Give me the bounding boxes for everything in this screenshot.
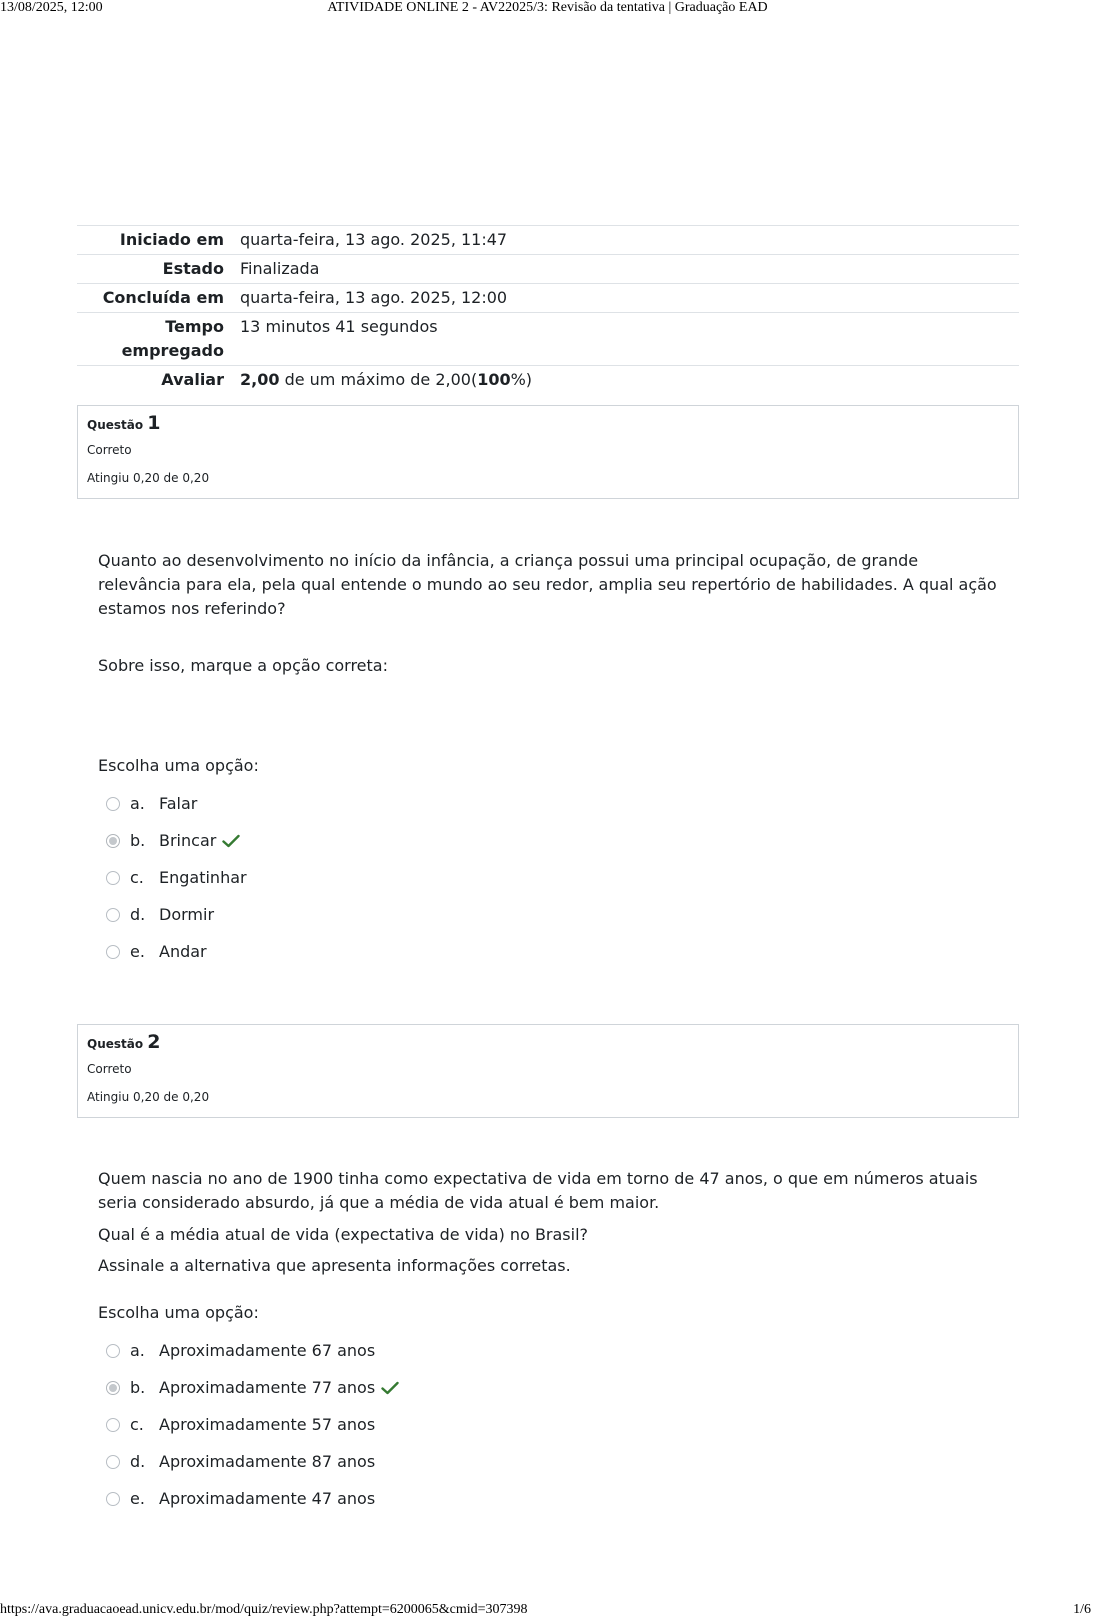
summary-label: Estado [162, 259, 224, 278]
grade-middle: de um máximo de 2,00( [279, 370, 478, 389]
question-number-value: 1 [147, 412, 161, 434]
question-label: Questão [87, 1037, 144, 1051]
question-number [87, 412, 1009, 436]
question-1-answers [106, 785, 806, 970]
summary-row-started [77, 226, 1019, 255]
summary-label: Concluída em [102, 288, 224, 307]
answer-letter: e. [130, 942, 145, 961]
summary-value: quarta-feira, 13 ago. 2025, 11:47 [240, 230, 508, 249]
summary-row-completed [77, 284, 1019, 313]
answer-letter: c. [130, 868, 144, 887]
summary-label: Avaliar [161, 370, 224, 389]
grade-score: 2,00 [240, 370, 280, 389]
answer-letter: e. [130, 1489, 145, 1508]
question-paragraph: Assinale a alternativa que apresenta informações corretas. [98, 1256, 571, 1275]
summary-value: Finalizada [240, 259, 320, 278]
question-2-answers [106, 1332, 806, 1517]
radio-button-selected[interactable] [106, 834, 120, 848]
answer-option-a[interactable] [106, 1332, 806, 1369]
grade-percent: 100 [477, 370, 511, 389]
question-number [87, 1031, 1009, 1055]
summary-row-grade [77, 366, 1019, 395]
answer-letter: d. [130, 905, 146, 924]
grade-end: %) [510, 370, 533, 389]
question-2-info [77, 1024, 1019, 1118]
correct-check-icon [222, 834, 240, 848]
radio-button[interactable] [106, 908, 120, 922]
summary-label: Iniciado em [119, 230, 224, 249]
time-label-line-2: empregado [121, 341, 224, 360]
answer-letter: a. [130, 1341, 145, 1360]
answer-option-e[interactable] [106, 1480, 806, 1517]
question-state: Correto [87, 443, 132, 457]
print-page-number: 1/6 [1073, 1602, 1091, 1617]
question-paragraph: Quanto ao desenvolvimento no início da infância, a criança possui uma principal ocupação, de grande relevância para ela, pela qual entende o mundo ao seu redor, amplia seu repertório de habilidades. A qual ação estamos nos referindo? [98, 551, 997, 618]
answer-text: Engatinhar [159, 868, 247, 887]
summary-label [77, 313, 240, 366]
question-grade: Atingiu 0,20 de 0,20 [87, 1090, 210, 1104]
question-1-info [77, 405, 1019, 499]
answer-option-a[interactable] [106, 785, 806, 822]
radio-button[interactable] [106, 945, 120, 959]
correct-check-icon [381, 1381, 399, 1395]
answer-letter: d. [130, 1452, 146, 1471]
summary-value: 13 minutos 41 segundos [240, 317, 438, 336]
print-footer [0, 1602, 1095, 1620]
answer-letter: b. [130, 1378, 146, 1397]
print-header [0, 0, 1095, 16]
radio-button-selected[interactable] [106, 1381, 120, 1395]
answer-option-b[interactable] [106, 822, 806, 859]
print-datetime: 13/08/2025, 12:00 [0, 0, 103, 15]
question-label: Questão [87, 418, 144, 432]
print-url: https://ava.graduacaoead.unicv.edu.br/mod/quiz/review.php?attempt=6200065&cmid=307398 [0, 1602, 528, 1617]
radio-button[interactable] [106, 1455, 120, 1469]
print-page-title: ATIVIDADE ONLINE 2 - AV22025/3: Revisão da tentativa | Graduação EAD [327, 0, 768, 15]
question-paragraph: Qual é a média atual de vida (expectativa de vida) no Brasil? [98, 1225, 589, 1244]
radio-button[interactable] [106, 1344, 120, 1358]
answer-text: Dormir [159, 905, 215, 924]
answer-text: Andar [159, 942, 207, 961]
question-number-value: 2 [147, 1031, 161, 1053]
question-1-instruction [98, 654, 1003, 678]
answer-text: Aproximadamente 87 anos [159, 1452, 376, 1471]
question-state: Correto [87, 1062, 132, 1076]
answer-text: Brincar [159, 831, 217, 850]
answer-option-b[interactable] [106, 1369, 806, 1406]
answer-text: Falar [159, 794, 198, 813]
time-label-line-1: Tempo [165, 317, 224, 336]
radio-button[interactable] [106, 871, 120, 885]
question-1-text [98, 549, 1003, 621]
answer-option-c[interactable] [106, 859, 806, 896]
summary-value: quarta-feira, 13 ago. 2025, 12:00 [240, 288, 508, 307]
answer-letter: c. [130, 1415, 144, 1434]
radio-button[interactable] [106, 1492, 120, 1506]
answer-text: Aproximadamente 67 anos [159, 1341, 376, 1360]
summary-row-time [77, 313, 1019, 366]
question-2-text [98, 1167, 1003, 1278]
answer-letter: a. [130, 794, 145, 813]
radio-button[interactable] [106, 797, 120, 811]
question-grade: Atingiu 0,20 de 0,20 [87, 471, 210, 485]
answer-option-d[interactable] [106, 896, 806, 933]
attempt-summary-table [77, 225, 1019, 394]
answer-option-e[interactable] [106, 933, 806, 970]
question-paragraph: Quem nascia no ano de 1900 tinha como expectativa de vida em torno de 47 anos, o que em números atuais seria considerado absurdo, já que a média de vida atual é bem maior. [98, 1169, 978, 1212]
answer-text: Aproximadamente 57 anos [159, 1415, 376, 1434]
answer-text: Aproximadamente 77 anos [159, 1378, 376, 1397]
answer-option-d[interactable] [106, 1443, 806, 1480]
answer-text: Aproximadamente 47 anos [159, 1489, 376, 1508]
question-paragraph: Sobre isso, marque a opção correta: [98, 656, 388, 675]
radio-button[interactable] [106, 1418, 120, 1432]
question-2-prompt: Escolha uma opção: [98, 1303, 259, 1322]
question-1-prompt: Escolha uma opção: [98, 756, 259, 775]
answer-letter: b. [130, 831, 146, 850]
summary-row-state [77, 255, 1019, 284]
summary-value [240, 366, 1019, 395]
answer-option-c[interactable] [106, 1406, 806, 1443]
